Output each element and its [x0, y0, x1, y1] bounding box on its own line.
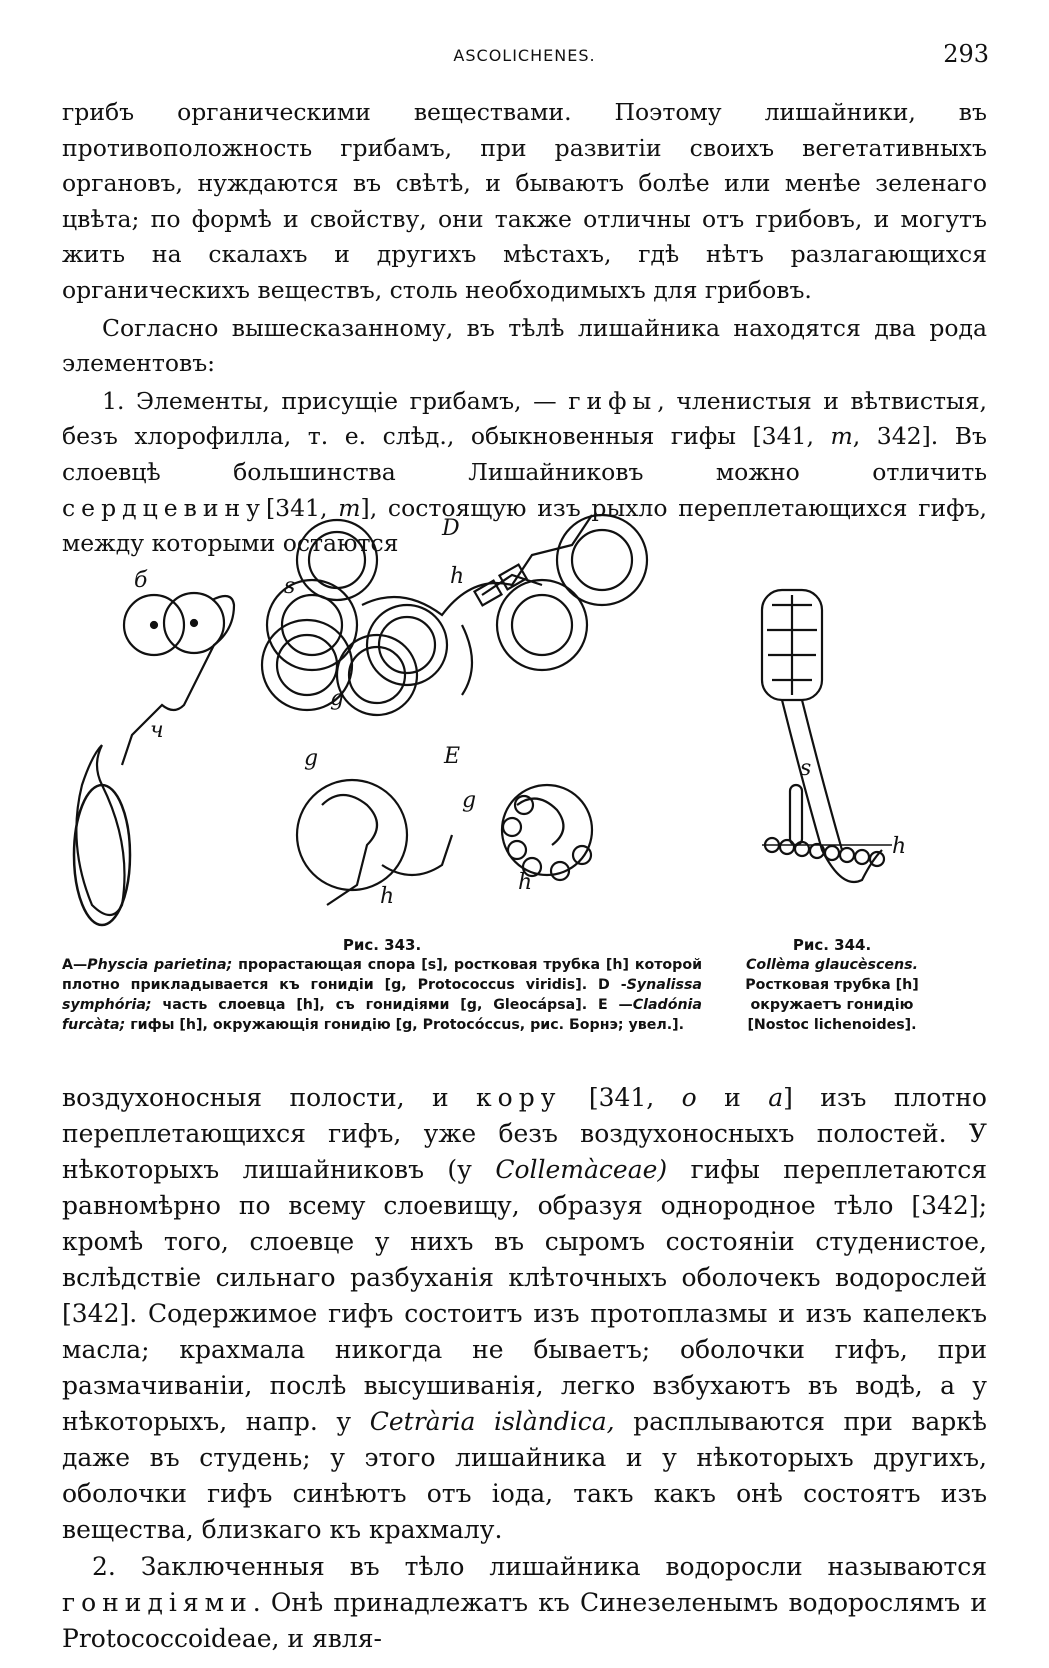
- caption-text: прорастающая спора [s], ростковая трубка [h] которой плотно прикладывается къ гонидіи [g, Protococcus viridis]. D -: [62, 957, 703, 993]
- label-g: g: [304, 746, 319, 771]
- term-medulla: сердцевину: [62, 493, 266, 522]
- text: ] изъ плотно переплетающихся гифъ, уже безъ воздухоносныхъ полостей. У нѣкоторыхъ лишайниковъ (у: [62, 1083, 987, 1184]
- page-header: [60, 40, 989, 70]
- label-g: g: [462, 788, 477, 813]
- caption-fig-344: [722, 935, 942, 1035]
- figure-343-344: [62, 505, 942, 935]
- paragraph: Согласно вышесказанному, въ тѣлѣ лишайника находятся два рода элементовъ:: [62, 313, 987, 378]
- paragraph-item-2: [62, 1549, 987, 1657]
- species-name: Synalissa symphória;: [62, 977, 702, 1013]
- caption-text: часть слоевца [h], съ гонидіями [g, Gleocápsa]. E —: [151, 997, 633, 1013]
- species-name: Collèma glaucèscens.: [746, 957, 918, 973]
- caption-text: A—: [62, 957, 88, 973]
- term-gonidia: гонидіями: [62, 1588, 253, 1617]
- label-s: s: [284, 574, 296, 599]
- ref-letter: o: [681, 1083, 697, 1112]
- label-s: s: [800, 756, 812, 781]
- text: . Онѣ принадлежатъ къ Синезеленымъ водорослямъ и Protococcoideae, и явля-: [62, 1588, 987, 1653]
- taxon-name: Cetrària islàndica,: [369, 1407, 615, 1436]
- caption-title: Рис. 344.: [792, 936, 872, 954]
- caption-text: гифы [h], окружающія гонидію [g, Protocóccus, рис. Борнэ; увел.].: [125, 1017, 685, 1033]
- lichen-illustration: [62, 505, 942, 935]
- taxon-name: Collemàceae): [495, 1155, 668, 1184]
- label-e: E: [444, 744, 461, 769]
- caption-text: Ростковая трубка [h] окружаетъ гонидію [Nostoc lichenoides].: [745, 977, 919, 1033]
- figure-344: [762, 590, 892, 882]
- text: 2. Заключенныя въ тѣло лишайника водоросли называются: [92, 1552, 987, 1581]
- item-text: , членистыя и вѣтвистыя, безъ хлорофилла, т. е. слѣд., обыкновенныя гифы [341,: [62, 386, 987, 451]
- label-b: б: [134, 568, 148, 593]
- term-hyphae: гифы: [568, 386, 658, 415]
- label-d: D: [442, 516, 460, 541]
- species-name: Cladónia furcàta;: [62, 997, 702, 1033]
- text: гифы переплетаются равномѣрно по всему слоевищу, образуя однородное тѣло [342]; кромѣ того, слоевце у нихъ въ сыромъ состояніи студенистое, вслѣдствіе сильнаго разбуханія клѣточныхъ оболочекъ водорослей [342]. Содержимое гифъ состоитъ изъ протоплазмы и изъ капелекъ масла; крахмала никогда не бываетъ; оболочки гифъ, при размачиваніи, послѣ высушиванія, легко взбухаютъ въ водѣ, а у нѣкоторыхъ, напр. у: [62, 1155, 987, 1436]
- item-text: 1. Элементы, присущіе грибамъ, —: [102, 386, 557, 415]
- species-name: Physcia parietina;: [87, 957, 233, 973]
- text: воздухоносныя полости, и: [62, 1083, 449, 1112]
- label-h: h: [380, 884, 395, 909]
- figure-b: [74, 593, 234, 925]
- label-h: h: [892, 834, 907, 859]
- caption-title: Рис. 343.: [342, 936, 422, 954]
- item-text: , 342]. Въ слоевцѣ большинства Лишайниковъ можно отличить: [62, 422, 988, 486]
- ref-letter: a: [768, 1083, 784, 1112]
- term-cortex: кору: [476, 1083, 562, 1112]
- figure-e: [297, 780, 592, 905]
- label-g: g: [330, 686, 345, 711]
- caption-fig-343: [62, 935, 702, 1035]
- text: расплываются при варкѣ даже въ студень; у этого лишайника и у нѣкоторыхъ другихъ, оболочки гифъ синѣютъ отъ іода, такъ какъ онѣ состоятъ изъ вещества, близкаго къ крахмалу.: [62, 1407, 988, 1544]
- top-text: [62, 95, 987, 562]
- label-ch: ч: [150, 718, 164, 743]
- figure-d: [262, 515, 647, 715]
- item-text: [341,: [265, 493, 328, 522]
- label-h: h: [450, 564, 465, 589]
- ref-letter: m: [830, 422, 853, 451]
- page-number: 293: [943, 40, 989, 68]
- text: [341,: [588, 1083, 655, 1112]
- text: и: [724, 1083, 741, 1112]
- ref-letter: m: [338, 493, 361, 522]
- running-title: ASCOLICHENES.: [453, 46, 596, 65]
- paragraph: грибъ органическими веществами. Поэтому лишайники, въ противоположность грибамъ, при развитіи своихъ вегетативныхъ органовъ, нуждаются въ свѣтѣ, и бываютъ болѣе или менѣе зеленаго цвѣта; по формѣ и свойству, они также отличны отъ грибовъ, и могутъ жить на скалахъ и другихъ мѣстахъ, гдѣ нѣтъ разлагающихся органическихъ веществъ, столь необходимыхъ для грибовъ.: [62, 98, 987, 304]
- item-text: ], состоящую изъ рыхло переплетающихся гифъ, между которыми остаются: [62, 493, 987, 558]
- paragraph: [62, 1080, 987, 1548]
- bottom-text: [62, 1080, 987, 1657]
- label-h: h: [518, 870, 533, 895]
